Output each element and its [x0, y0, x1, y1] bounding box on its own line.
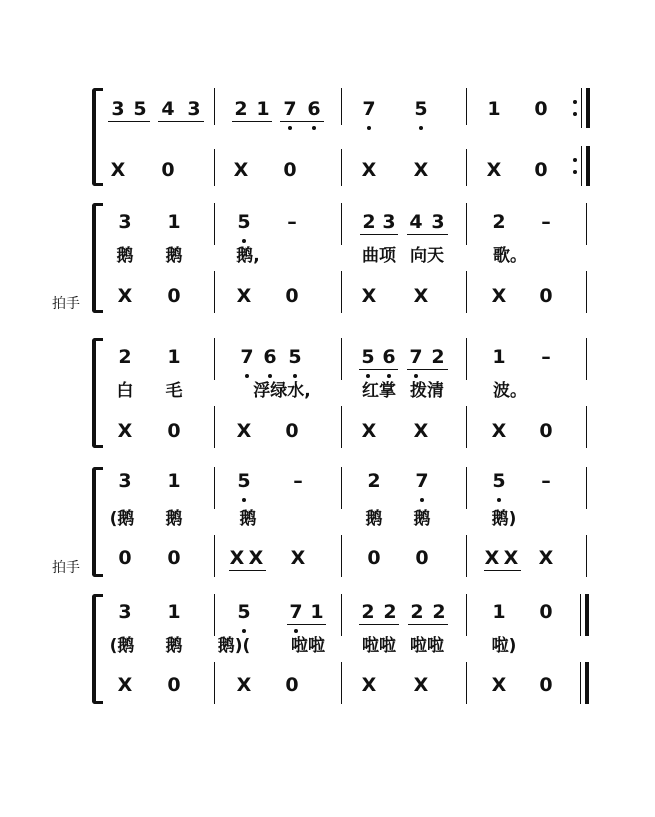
lyric-text: 鹅: [365, 509, 383, 529]
melody-note: 1: [492, 601, 506, 623]
low-octave-dot: [312, 126, 316, 130]
lyric-text: 浮绿水,: [253, 381, 311, 401]
lyric-text: 波。: [493, 381, 527, 401]
clap-beat: X: [117, 674, 133, 696]
barline: [341, 203, 342, 245]
clap-side-label: 拍手: [52, 560, 80, 576]
melody-note: –: [541, 346, 551, 368]
clap-beat: 0: [161, 159, 175, 181]
melody-note: 5: [361, 346, 375, 368]
lyric-text: 曲项: [362, 246, 396, 266]
barline: [586, 535, 587, 577]
melody-note: 0: [534, 98, 548, 120]
repeat-dot: [573, 170, 577, 174]
low-octave-dot: [367, 126, 371, 130]
clap-beat: 0: [367, 547, 381, 569]
barline: [341, 271, 342, 313]
melody-note: 6: [382, 346, 396, 368]
barline: [214, 662, 215, 704]
melody-note: 4: [409, 211, 423, 233]
lyric-text: 向天: [410, 246, 444, 266]
lyric-text: 白: [116, 381, 134, 401]
melody-note: 2: [431, 346, 445, 368]
melody-note: 4: [161, 98, 175, 120]
barline: [214, 535, 215, 577]
clap-beat: X: [413, 420, 429, 442]
final-thick-barline: [586, 88, 590, 128]
eighth-beam: [407, 369, 448, 370]
barline: [466, 406, 467, 448]
clap-beat: 0: [285, 674, 299, 696]
melody-note: 1: [256, 98, 270, 120]
eighth-beam: [359, 624, 399, 625]
lyric-text: 红掌: [362, 381, 396, 401]
eighth-beam: [360, 234, 398, 235]
clap-beat: X: [413, 285, 429, 307]
barline: [466, 338, 467, 380]
lyric-text: (鹅: [109, 636, 135, 656]
lyric-text: 鹅: [116, 246, 134, 266]
lyric-text: 啦啦: [362, 636, 396, 656]
eighth-beam: [359, 369, 398, 370]
clap-beat: X: [229, 547, 245, 569]
clap-beat: 0: [534, 159, 548, 181]
melody-note: 2: [432, 601, 446, 623]
repeat-dot: [573, 112, 577, 116]
melody-note: 1: [167, 470, 181, 492]
final-thin-barline: [580, 662, 581, 704]
eighth-beam: [108, 121, 150, 122]
melody-note: 5: [237, 601, 251, 623]
melody-note: 7: [362, 98, 376, 120]
low-octave-dot: [242, 629, 246, 633]
clap-beat: 0: [167, 420, 181, 442]
melody-note: 5: [414, 98, 428, 120]
clap-beat: X: [248, 547, 264, 569]
melody-note: 7: [409, 346, 423, 368]
melody-note: 5: [133, 98, 147, 120]
repeat-dot: [573, 100, 577, 104]
clap-beat: X: [110, 159, 126, 181]
lyric-text: 啦啦: [291, 636, 325, 656]
clap-beat: 0: [539, 674, 553, 696]
barline: [214, 88, 215, 125]
clap-beat: X: [538, 547, 554, 569]
system-bracket: [92, 203, 103, 313]
score-system: [0, 88, 655, 186]
score-system: [0, 203, 655, 313]
melody-note: 2: [492, 211, 506, 233]
final-thick-barline: [585, 594, 589, 636]
melody-note: –: [541, 211, 551, 233]
melody-note: 3: [118, 470, 132, 492]
barline: [466, 203, 467, 245]
barline: [341, 662, 342, 704]
barline: [341, 338, 342, 380]
score-system: [0, 338, 655, 448]
melody-note: 3: [187, 98, 201, 120]
final-thin-barline: [580, 594, 581, 636]
melody-note: 1: [487, 98, 501, 120]
barline: [586, 271, 587, 313]
melody-note: 6: [307, 98, 321, 120]
melody-note: –: [293, 470, 303, 492]
clap-beat: 0: [285, 285, 299, 307]
lyric-text: 鹅: [165, 636, 183, 656]
low-octave-dot: [366, 374, 370, 378]
clap-beat: X: [503, 547, 519, 569]
low-octave-dot: [419, 126, 423, 130]
system-bracket: [92, 88, 103, 186]
clap-beat: 0: [283, 159, 297, 181]
clap-beat: 0: [118, 547, 132, 569]
melody-note: 2: [118, 346, 132, 368]
clap-beat: X: [486, 159, 502, 181]
clap-beat: X: [236, 674, 252, 696]
clap-beat: 0: [167, 285, 181, 307]
barline: [341, 467, 342, 509]
melody-note: 6: [263, 346, 277, 368]
final-thin-barline: [581, 88, 582, 128]
melody-note: 5: [237, 211, 251, 233]
melody-note: 2: [362, 211, 376, 233]
clap-beat: X: [361, 285, 377, 307]
eighth-beam: [407, 234, 448, 235]
lyric-text: 鹅): [491, 509, 517, 529]
melody-note: 5: [492, 470, 506, 492]
melody-note: 2: [234, 98, 248, 120]
melody-note: 3: [118, 211, 132, 233]
final-thin-barline: [581, 146, 582, 186]
lyric-text: 鹅: [239, 509, 257, 529]
low-octave-dot: [294, 629, 298, 633]
score-system: [0, 594, 655, 704]
lyric-text: 啦): [491, 636, 517, 656]
lyric-text: 拨清: [410, 381, 444, 401]
clap-beat: X: [491, 285, 507, 307]
barline: [214, 467, 215, 509]
melody-note: 7: [289, 601, 303, 623]
low-octave-dot: [242, 498, 246, 502]
score-system: [0, 467, 655, 577]
melody-note: 1: [310, 601, 324, 623]
clap-beat: X: [236, 285, 252, 307]
clap-beat: X: [117, 420, 133, 442]
barline: [466, 149, 467, 186]
barline: [586, 203, 587, 245]
barline: [466, 271, 467, 313]
eighth-beam: [280, 121, 324, 122]
melody-note: 7: [415, 470, 429, 492]
melody-note: –: [287, 211, 297, 233]
repeat-dot: [573, 158, 577, 162]
melody-note: 2: [410, 601, 424, 623]
melody-note: 0: [539, 601, 553, 623]
melody-note: 5: [237, 470, 251, 492]
final-thick-barline: [586, 146, 590, 186]
eighth-beam: [408, 624, 448, 625]
low-octave-dot: [420, 498, 424, 502]
melody-note: 1: [167, 601, 181, 623]
system-bracket: [92, 467, 103, 577]
final-thick-barline: [585, 662, 589, 704]
low-octave-dot: [245, 374, 249, 378]
melody-note: 1: [167, 346, 181, 368]
clap-beat: X: [290, 547, 306, 569]
barline: [214, 149, 215, 186]
barline: [214, 338, 215, 380]
clap-beat: X: [413, 674, 429, 696]
clap-beat: X: [491, 674, 507, 696]
clap-beat: 0: [167, 674, 181, 696]
clap-beam: [484, 570, 521, 571]
lyric-text: 歌。: [493, 246, 527, 266]
eighth-beam: [287, 624, 326, 625]
clap-beat: 0: [539, 420, 553, 442]
lyric-text: 毛: [165, 381, 183, 401]
barline: [586, 467, 587, 509]
lyric-text: 鹅)(: [217, 636, 251, 656]
barline: [466, 662, 467, 704]
low-octave-dot: [387, 374, 391, 378]
barline: [341, 535, 342, 577]
lyric-text: 鹅,: [236, 246, 260, 266]
clap-beat: 0: [415, 547, 429, 569]
lyric-text: (鹅: [109, 509, 135, 529]
clap-beat: X: [233, 159, 249, 181]
clap-beat: X: [361, 159, 377, 181]
clap-beat: X: [117, 285, 133, 307]
barline: [341, 406, 342, 448]
clap-beat: X: [491, 420, 507, 442]
melody-note: 2: [383, 601, 397, 623]
barline: [214, 406, 215, 448]
melody-note: 3: [118, 601, 132, 623]
clap-side-label: 拍手: [52, 296, 80, 312]
low-octave-dot: [497, 498, 501, 502]
clap-beat: X: [484, 547, 500, 569]
melody-note: 1: [492, 346, 506, 368]
melody-note: 1: [167, 211, 181, 233]
clap-beat: X: [413, 159, 429, 181]
system-bracket: [92, 594, 103, 704]
melody-note: –: [541, 470, 551, 492]
barline: [214, 271, 215, 313]
melody-note: 7: [283, 98, 297, 120]
barline: [466, 594, 467, 636]
barline: [466, 467, 467, 509]
system-bracket: [92, 338, 103, 448]
melody-note: 2: [361, 601, 375, 623]
clap-beat: X: [361, 420, 377, 442]
lyric-text: 鹅: [165, 246, 183, 266]
low-octave-dot: [268, 374, 272, 378]
clap-beat: 0: [167, 547, 181, 569]
low-octave-dot: [288, 126, 292, 130]
eighth-beam: [158, 121, 204, 122]
melody-note: 3: [382, 211, 396, 233]
clap-beat: 0: [539, 285, 553, 307]
barline: [214, 594, 215, 636]
barline: [341, 149, 342, 186]
clap-beat: X: [236, 420, 252, 442]
barline: [586, 338, 587, 380]
lyric-text: 啦啦: [410, 636, 444, 656]
melody-note: 7: [240, 346, 254, 368]
barline: [214, 203, 215, 245]
clap-beat: X: [361, 674, 377, 696]
low-octave-dot: [293, 374, 297, 378]
barline: [341, 594, 342, 636]
clap-beam: [229, 570, 266, 571]
melody-note: 5: [288, 346, 302, 368]
melody-note: 3: [431, 211, 445, 233]
lyric-text: 鹅: [165, 509, 183, 529]
low-octave-dot: [242, 239, 246, 243]
clap-beat: 0: [285, 420, 299, 442]
melody-note: 2: [367, 470, 381, 492]
melody-note: 3: [111, 98, 125, 120]
barline: [466, 88, 467, 125]
low-octave-dot: [414, 374, 418, 378]
lyric-text: 鹅: [413, 509, 431, 529]
eighth-beam: [232, 121, 272, 122]
barline: [466, 535, 467, 577]
barline: [586, 406, 587, 448]
barline: [341, 88, 342, 125]
